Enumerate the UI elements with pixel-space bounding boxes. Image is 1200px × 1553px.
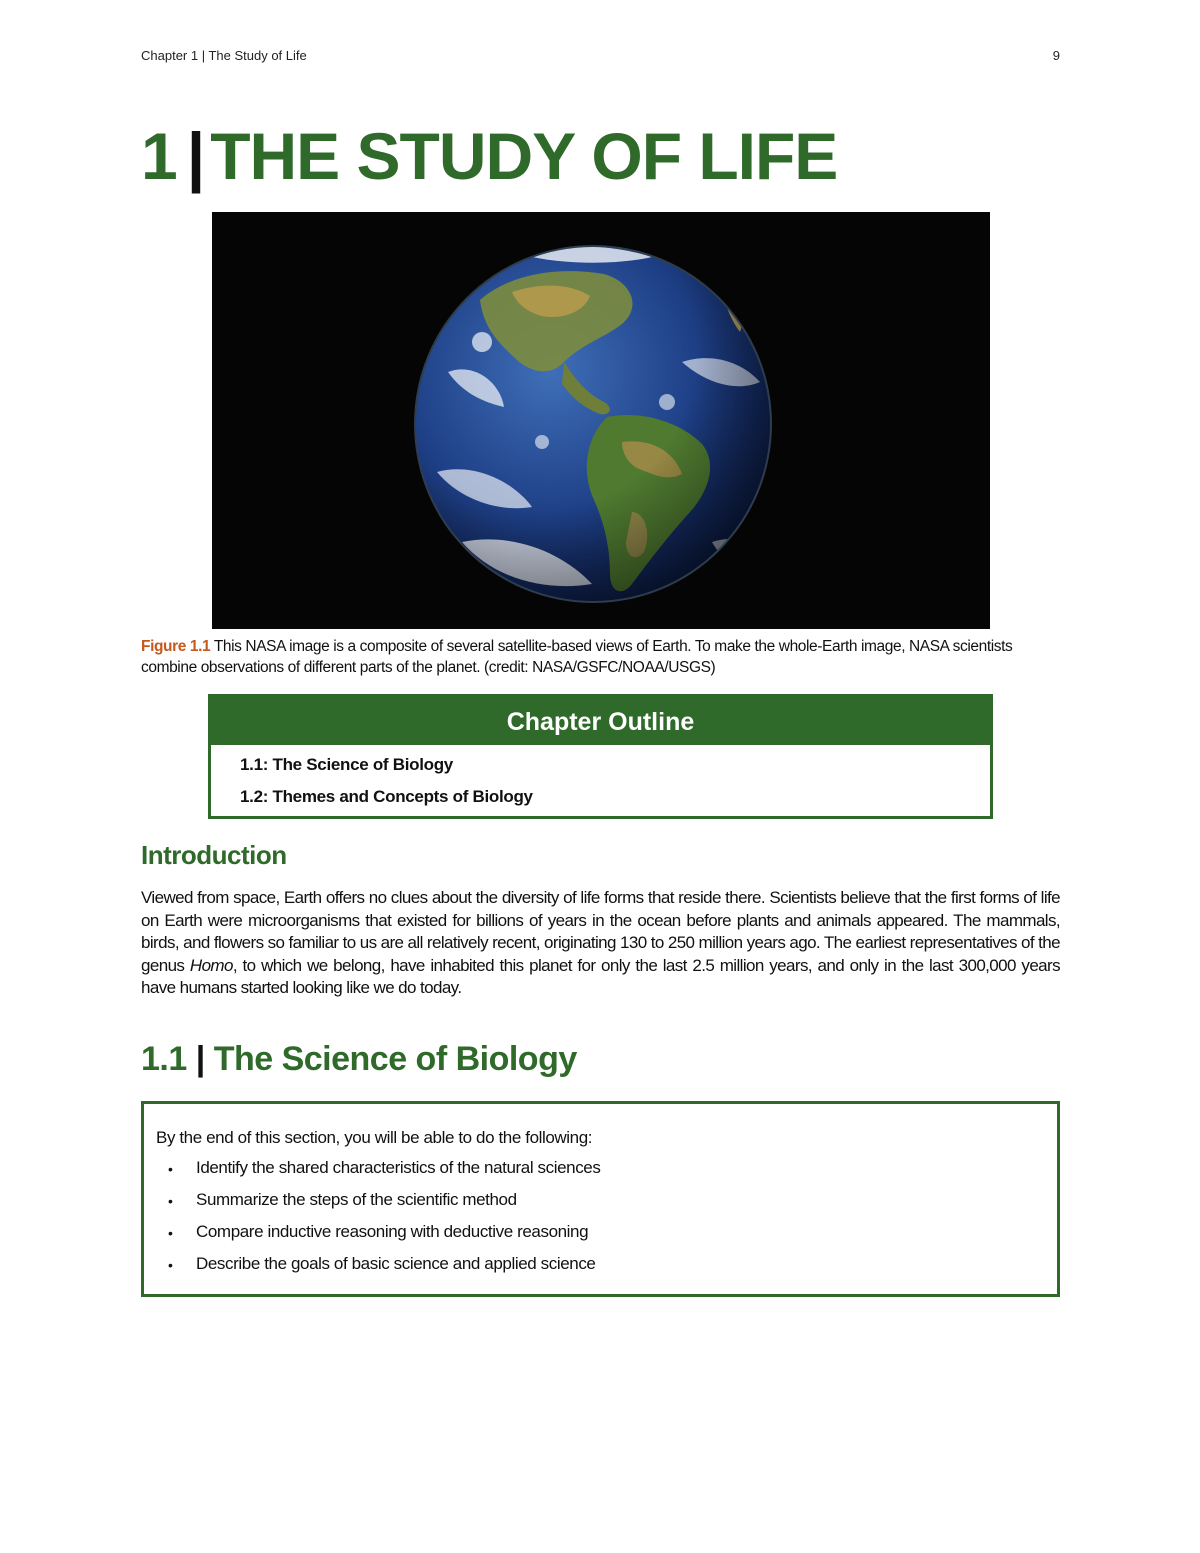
intro-italic-homo: Homo [189,955,233,975]
chapter-outline-title: Chapter Outline [211,697,990,745]
objectives-list [168,1158,600,1286]
bullet-icon: • [168,1193,173,1209]
bullet-icon: • [168,1225,173,1241]
bullet-icon: • [168,1161,173,1177]
chapter-title-text: THE STUDY OF LIFE [210,119,838,193]
objective-item [168,1190,600,1222]
intro-text-1: Viewed from space, Earth offers no clues about the diversity of life forms that reside there. Scientists believe that the first forms of life on Earth were microorganisms that existed for billions of years in the ocean before plants and animals appeared. The mammals, birds, and flowers so familiar to us are all relatively recent, originating 130 to 250 million years ago. The earliest representatives of the genus [141,888,1060,975]
chapter-outline-box [208,694,993,819]
introduction-paragraph [141,887,1060,1000]
section-1-1-heading [141,1040,577,1079]
objective-text: Describe the goals of basic science and applied science [196,1254,596,1273]
running-header [141,48,1060,63]
objective-text: Compare inductive reasoning with deductive reasoning [196,1222,589,1241]
learning-objectives-box [141,1101,1060,1297]
section-number: 1.1 [141,1040,187,1078]
earth-figure [212,212,990,629]
objectives-intro: By the end of this section, you will be able to do the following: [156,1128,593,1147]
chapter-title-separator: | [186,119,205,193]
objective-item [168,1254,600,1286]
figure-caption-text: This NASA image is a composite of several satellite-based views of Earth. To make the whole-Earth image, NASA scientists combine observations of different parts of the planet. (credit: NASA/GSFC/NOAA/USGS) [141,638,1013,676]
earth-image [212,212,990,629]
objective-text: Identify the shared characteristics of the natural sciences [196,1158,601,1177]
figure-label: Figure 1.1 [141,638,211,655]
bullet-icon: • [168,1257,173,1273]
outline-item-1-1[interactable]: 1.1: The Science of Biology [240,755,453,774]
objective-item [168,1158,600,1190]
chapter-number: 1 [141,119,177,193]
objective-text: Summarize the steps of the scientific method [196,1190,517,1209]
page-number: 9 [1052,48,1060,63]
section-separator: | [195,1040,205,1078]
introduction-heading: Introduction [141,840,287,870]
section-title: The Science of Biology [213,1040,577,1078]
chapter-title [141,118,837,194]
objective-item [168,1222,600,1254]
figure-caption [141,636,1060,678]
outline-item-1-2[interactable]: 1.2: Themes and Concepts of Biology [240,787,533,806]
intro-text-2: , to which we belong, have inhabited this planet for only the last 2.5 million years, and only in the last 300,000 years have humans started looking like we do today. [141,955,1060,998]
running-header-title: Chapter 1 | The Study of Life [141,48,307,63]
